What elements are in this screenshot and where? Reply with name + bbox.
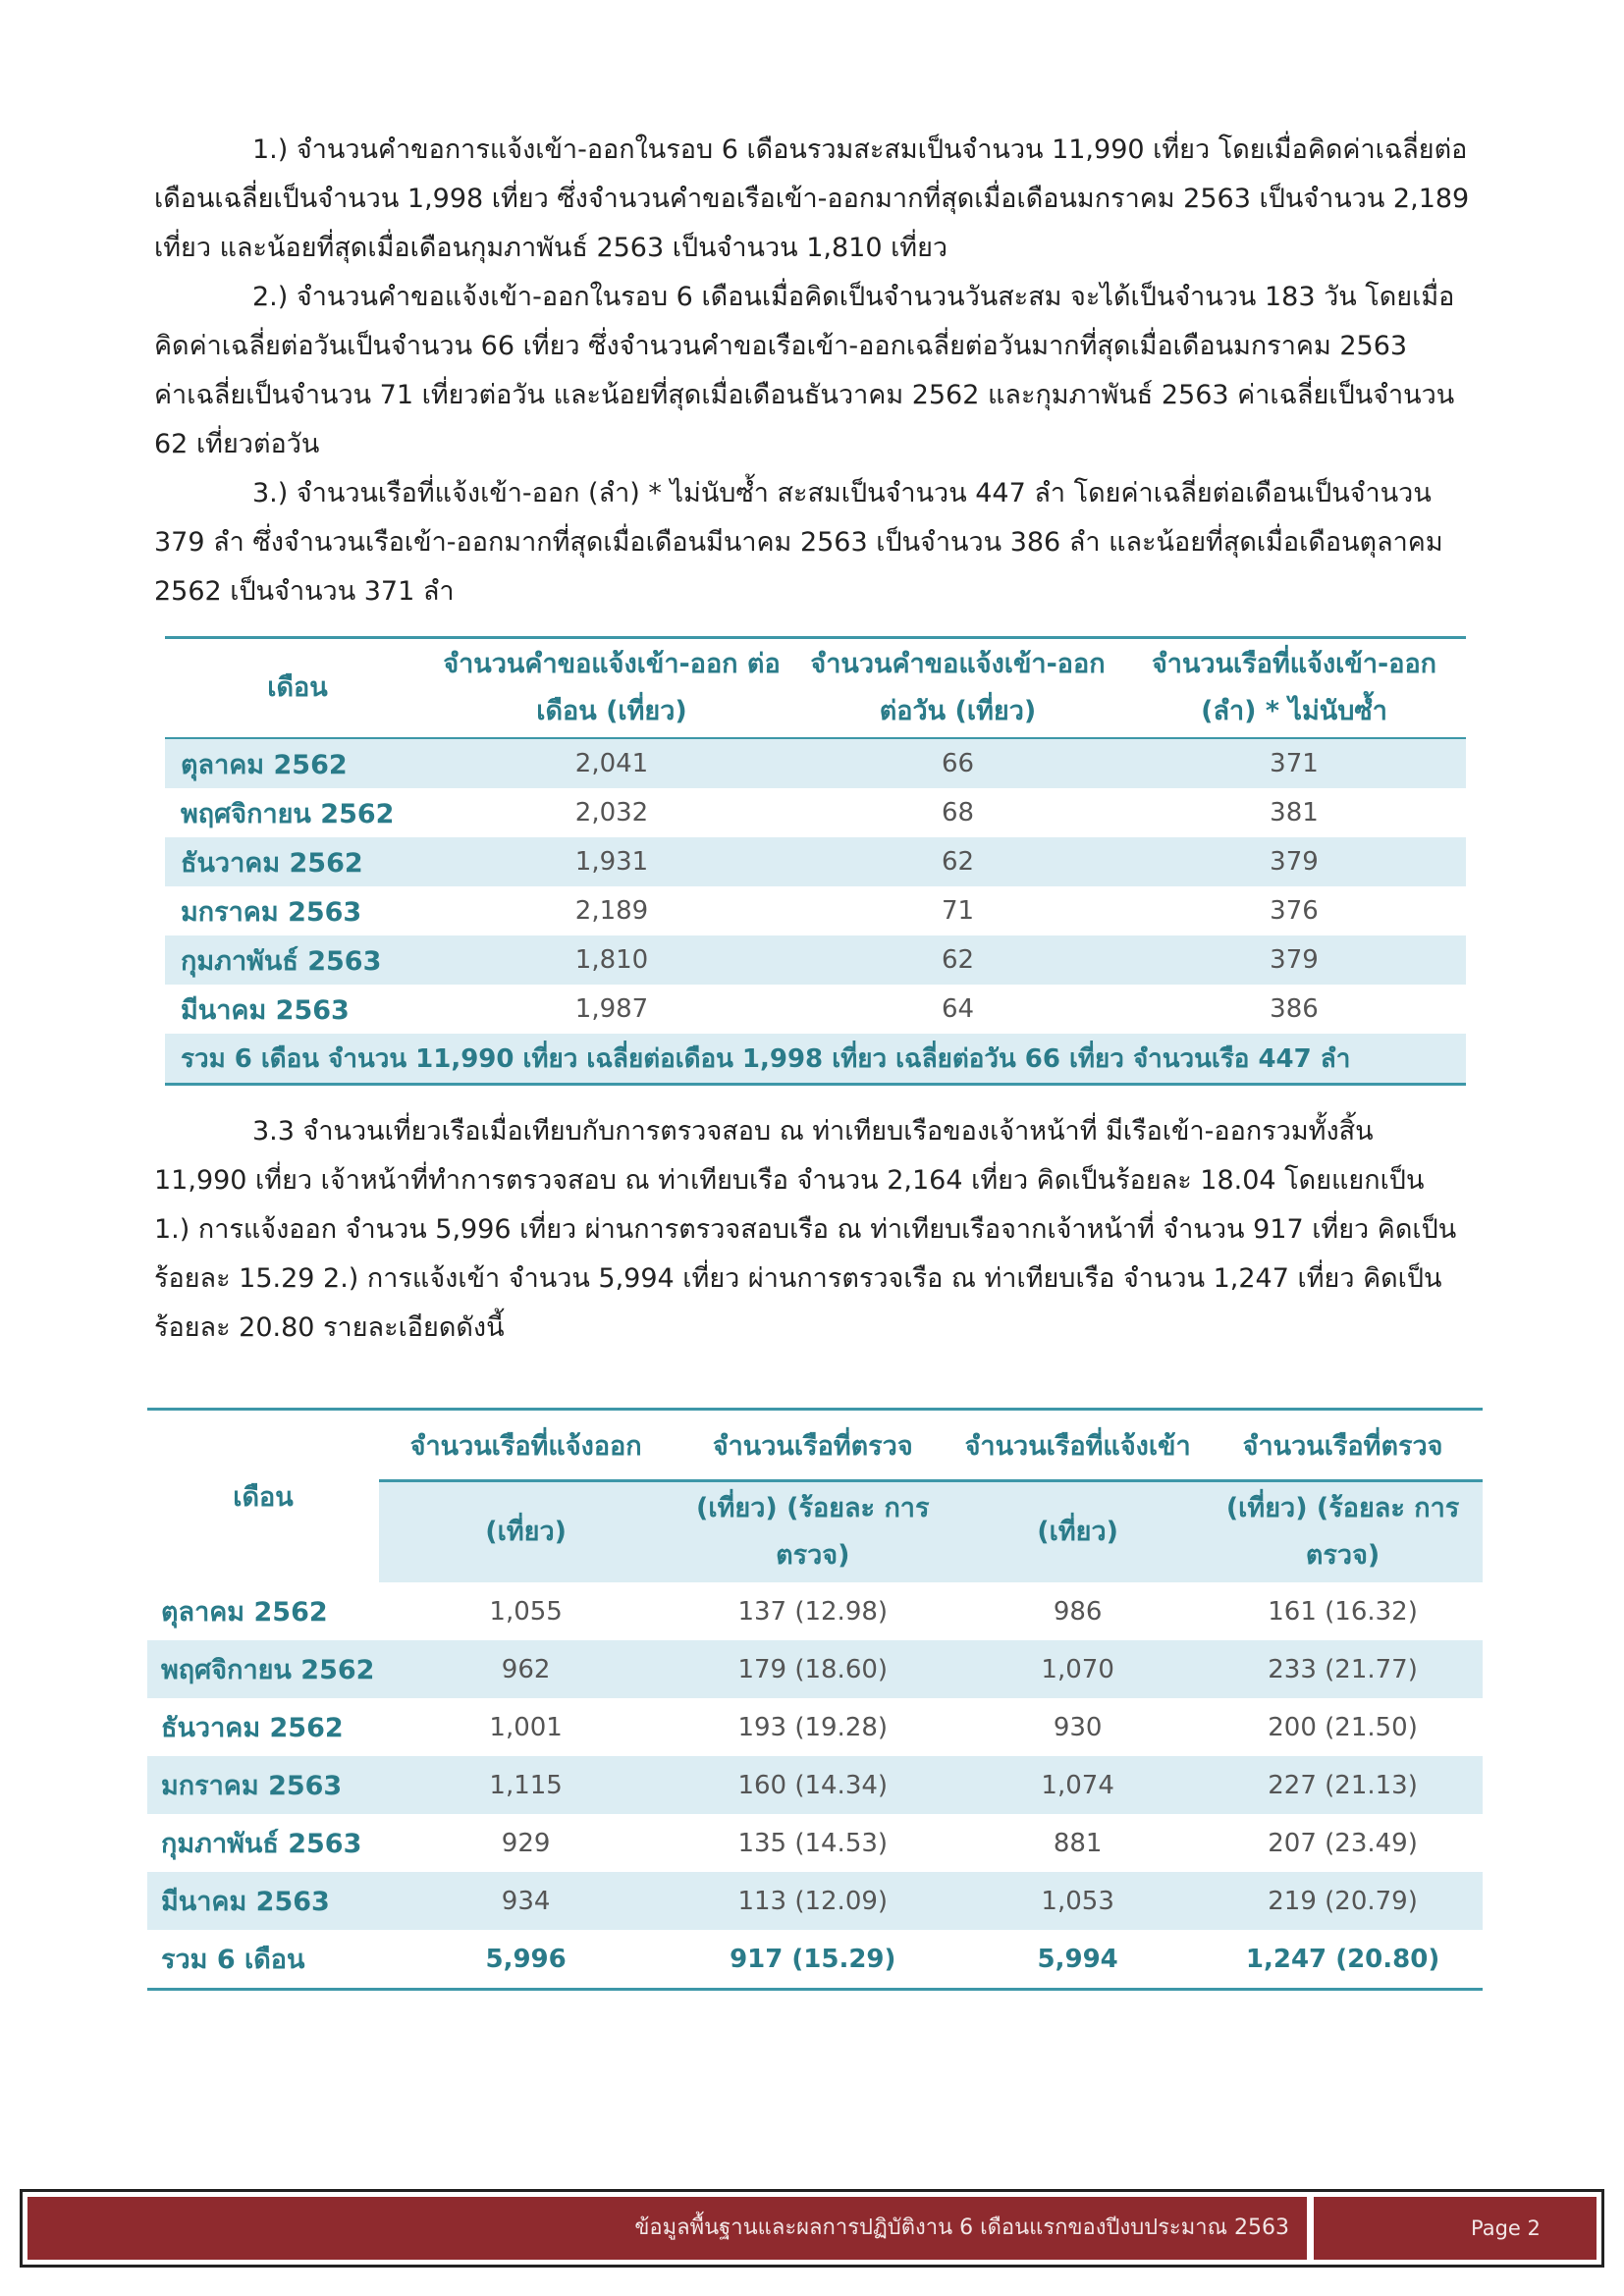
month-cell: กุมภาพันธ์ 2563 <box>165 935 430 985</box>
table-row <box>147 1814 1483 1872</box>
value-cell: 934 <box>379 1872 673 1930</box>
value-cell: 962 <box>379 1640 673 1698</box>
value-cell: 930 <box>1053 1712 1103 1742</box>
value-cell: 64 <box>941 994 975 1024</box>
value-cell: 379 <box>1122 837 1466 886</box>
total-label: รวม 6 เดือน <box>147 1930 379 1990</box>
subheader-inbound: (เที่ยว) <box>952 1481 1203 1583</box>
intro-line: เที่ยว และน้อยที่สุดเมื่อเดือนกุมภาพันธ์ 2563 เป็นจำนวน 1,810 เที่ยว <box>154 233 948 263</box>
subheader-outbound: (เที่ยว) <box>379 1481 673 1583</box>
section-line: ร้อยละ 15.29 2.) การแจ้งเข้า จำนวน 5,994 เที่ยว ผ่านการตรวจเรือ ณ ท่าเทียบเรือ จำนวน 1,247 เที่ยว คิดเป็น <box>154 1263 1442 1294</box>
value-cell: 137 (12.98) <box>737 1596 889 1627</box>
subheader-outbound-inspected: (เที่ยว) (ร้อยละ การตรวจ) <box>673 1481 952 1583</box>
total-cell: 917 (15.29) <box>673 1930 952 1990</box>
table-row <box>165 935 1466 985</box>
intro-line: 3.) จำนวนเรือที่แจ้งเข้า-ออก (ลำ) * ไม่นับซ้ำ สะสมเป็นจำนวน 447 ลำ โดยค่าเฉลี่ยต่อเดือนเป็นจำนวน <box>252 478 1432 508</box>
footer-title: ข้อมูลพื้นฐานและผลการปฏิบัติงาน 6 เดือนแรกของปีงบประมาณ 2563 <box>27 2197 1307 2260</box>
value-cell: 62 <box>793 935 1122 985</box>
value-cell: 1,115 <box>379 1756 673 1814</box>
table-row <box>147 1582 1483 1640</box>
month-cell: มีนาคม 2563 <box>181 994 350 1026</box>
value-cell: 219 (20.79) <box>1203 1872 1483 1930</box>
monthly-requests-table <box>165 636 1466 1086</box>
table-header-row <box>165 638 1466 739</box>
table-row <box>147 1698 1483 1756</box>
intro-line: 2562 เป็นจำนวน 371 ลำ <box>154 576 455 607</box>
month-cell: ตุลาคม 2562 <box>165 738 430 788</box>
table-row <box>165 886 1466 935</box>
value-cell: 376 <box>1270 896 1319 926</box>
value-cell: 381 <box>1270 798 1319 828</box>
value-cell: 1,070 <box>952 1640 1203 1698</box>
intro-line: 1.) จำนวนคำขอการแจ้งเข้า-ออกในรอบ 6 เดือนรวมสะสมเป็นจำนวน 11,990 เที่ยว โดยเมื่อคิดค่าเฉลี่ยต่อ <box>252 134 1468 165</box>
total-row <box>147 1930 1483 1990</box>
value-cell: 881 <box>1053 1828 1103 1858</box>
header-requests-per-day: จำนวนคำขอแจ้งเข้า-ออก ต่อวัน (เที่ยว) <box>810 649 1106 726</box>
header-ships: จำนวนเรือที่แจ้งเข้า-ออก (ลำ) * ไม่นับซ้ำ <box>1151 649 1437 726</box>
header-outbound-inspected: จำนวนเรือที่ตรวจ <box>673 1410 952 1481</box>
month-cell: ธันวาคม 2562 <box>161 1713 344 1743</box>
intro-line: 2.) จำนวนคำขอแจ้งเข้า-ออกในรอบ 6 เดือนเมื่อคิดเป็นจำนวนวันสะสม จะได้เป็นจำนวน 183 วัน โดยเมื่อ <box>252 282 1455 312</box>
section-line: 3.3 จำนวนเที่ยวเรือเมื่อเทียบกับการตรวจสอบ ณ ท่าเทียบเรือของเจ้าหน้าที่ มีเรือเข้า-ออกรวมทั้งสิ้น <box>252 1116 1374 1147</box>
summary-cell: รวม 6 เดือน จำนวน 11,990 เที่ยว เฉลี่ยต่อเดือน 1,998 เที่ยว เฉลี่ยต่อวัน 66 เที่ยว จำนวนเรือ 447 ลำ <box>165 1034 1466 1085</box>
value-cell: 68 <box>941 798 975 828</box>
month-cell: ธันวาคม 2562 <box>165 837 430 886</box>
intro-line: ค่าเฉลี่ยเป็นจำนวน 71 เที่ยวต่อวัน และน้อยที่สุดเมื่อเดือนธันวาคม 2562 และกุมภาพันธ์ 2563 ค่าเฉลี่ยเป็นจำนวน <box>154 380 1455 410</box>
value-cell: 986 <box>1053 1596 1103 1627</box>
month-cell: พฤศจิกายน 2562 <box>147 1640 379 1698</box>
header-requests-per-month: จำนวนคำขอแจ้งเข้า-ออก ต่อเดือน (เที่ยว) <box>443 649 781 726</box>
inspection-table <box>147 1408 1483 1991</box>
value-cell: 179 (18.60) <box>673 1640 952 1698</box>
value-cell: 160 (14.34) <box>673 1756 952 1814</box>
value-cell: 135 (14.53) <box>737 1828 889 1858</box>
header-inbound: จำนวนเรือที่แจ้งเข้า <box>952 1410 1203 1481</box>
summary-row <box>165 1034 1466 1085</box>
value-cell: 193 (19.28) <box>737 1712 889 1742</box>
value-cell: 62 <box>793 837 1122 886</box>
value-cell: 66 <box>793 738 1122 788</box>
section-line: 1.) การแจ้งออก จำนวน 5,996 เที่ยว ผ่านการตรวจสอบเรือ ณ ท่าเทียบเรือจากเจ้าหน้าที่ จำนวน 917 เที่ยว คิดเป็น <box>154 1214 1457 1245</box>
value-cell: 1,001 <box>489 1712 563 1742</box>
value-cell: 1,931 <box>430 837 793 886</box>
value-cell: 386 <box>1270 994 1319 1024</box>
table-row <box>165 788 1466 837</box>
month-cell: มีนาคม 2563 <box>147 1872 379 1930</box>
header-inbound-inspected: จำนวนเรือที่ตรวจ <box>1203 1410 1483 1481</box>
value-cell: 2,032 <box>574 798 649 828</box>
total-cell: 5,994 <box>952 1930 1203 1990</box>
table-row <box>165 738 1466 788</box>
table-row <box>165 985 1466 1034</box>
header-outbound: จำนวนเรือที่แจ้งออก <box>379 1410 673 1481</box>
value-cell: 2,041 <box>430 738 793 788</box>
header-month: เดือน <box>267 672 328 703</box>
intro-line: คิดค่าเฉลี่ยต่อวันเป็นจำนวน 66 เที่ยว ซึ่งจำนวนคำขอเรือเข้า-ออกเฉลี่ยต่อวันมากที่สุดเมื่อเดือนมกราคม 2563 <box>154 331 1408 361</box>
table-header-row <box>147 1410 1483 1481</box>
table-row <box>147 1756 1483 1814</box>
value-cell: 371 <box>1122 738 1466 788</box>
value-cell: 227 (21.13) <box>1203 1756 1483 1814</box>
table-row <box>147 1640 1483 1698</box>
value-cell: 1,074 <box>952 1756 1203 1814</box>
value-cell: 1,987 <box>574 994 649 1024</box>
month-cell: กุมภาพันธ์ 2563 <box>161 1829 362 1859</box>
section-line: 11,990 เที่ยว เจ้าหน้าที่ทำการตรวจสอบ ณ ท่าเทียบเรือ จำนวน 2,164 เที่ยว คิดเป็นร้อยละ 18.04 โดยแยกเป็น <box>154 1165 1425 1196</box>
intro-line: 62 เที่ยวต่อวัน <box>154 429 320 459</box>
value-cell: 200 (21.50) <box>1268 1712 1418 1742</box>
month-cell: ตุลาคม 2562 <box>161 1597 328 1628</box>
value-cell: 2,189 <box>574 896 649 926</box>
value-cell: 1,810 <box>430 935 793 985</box>
value-cell: 379 <box>1122 935 1466 985</box>
value-cell: 71 <box>941 896 975 926</box>
intro-text <box>154 126 1480 616</box>
intro-line: 379 ลำ ซึ่งจำนวนเรือเข้า-ออกมากที่สุดเมื่อเดือนมีนาคม 2563 เป็นจำนวน 386 ลำ และน้อยที่สุดเมื่อเดือนตุลาคม <box>154 527 1443 558</box>
section-33-text <box>154 1107 1480 1353</box>
month-cell: มกราคม 2563 <box>181 896 362 928</box>
value-cell: 1,055 <box>489 1596 563 1627</box>
table-row <box>147 1872 1483 1930</box>
intro-line: เดือนเฉลี่ยเป็นจำนวน 1,998 เที่ยว ซึ่งจำนวนคำขอเรือเข้า-ออกมากที่สุดเมื่อเดือนมกราคม 2563 เป็นจำนวน 2,189 <box>154 184 1470 214</box>
value-cell: 233 (21.77) <box>1203 1640 1483 1698</box>
value-cell: 161 (16.32) <box>1268 1596 1418 1627</box>
total-cell: 5,996 <box>379 1930 673 1990</box>
total-cell: 1,247 (20.80) <box>1203 1930 1483 1990</box>
value-cell: 113 (12.09) <box>673 1872 952 1930</box>
subheader-inbound-inspected: (เที่ยว) (ร้อยละ การตรวจ) <box>1203 1481 1483 1583</box>
section-line: ร้อยละ 20.80 รายละเอียดดังนี้ <box>154 1312 505 1343</box>
value-cell: 929 <box>501 1828 551 1858</box>
table-row <box>165 837 1466 886</box>
value-cell: 1,053 <box>952 1872 1203 1930</box>
month-cell: มกราคม 2563 <box>147 1756 379 1814</box>
month-cell: พฤศจิกายน 2562 <box>181 798 395 829</box>
header-month: เดือน <box>233 1482 294 1513</box>
value-cell: 207 (23.49) <box>1268 1828 1418 1858</box>
page-number: Page 2 <box>1314 2197 1597 2260</box>
